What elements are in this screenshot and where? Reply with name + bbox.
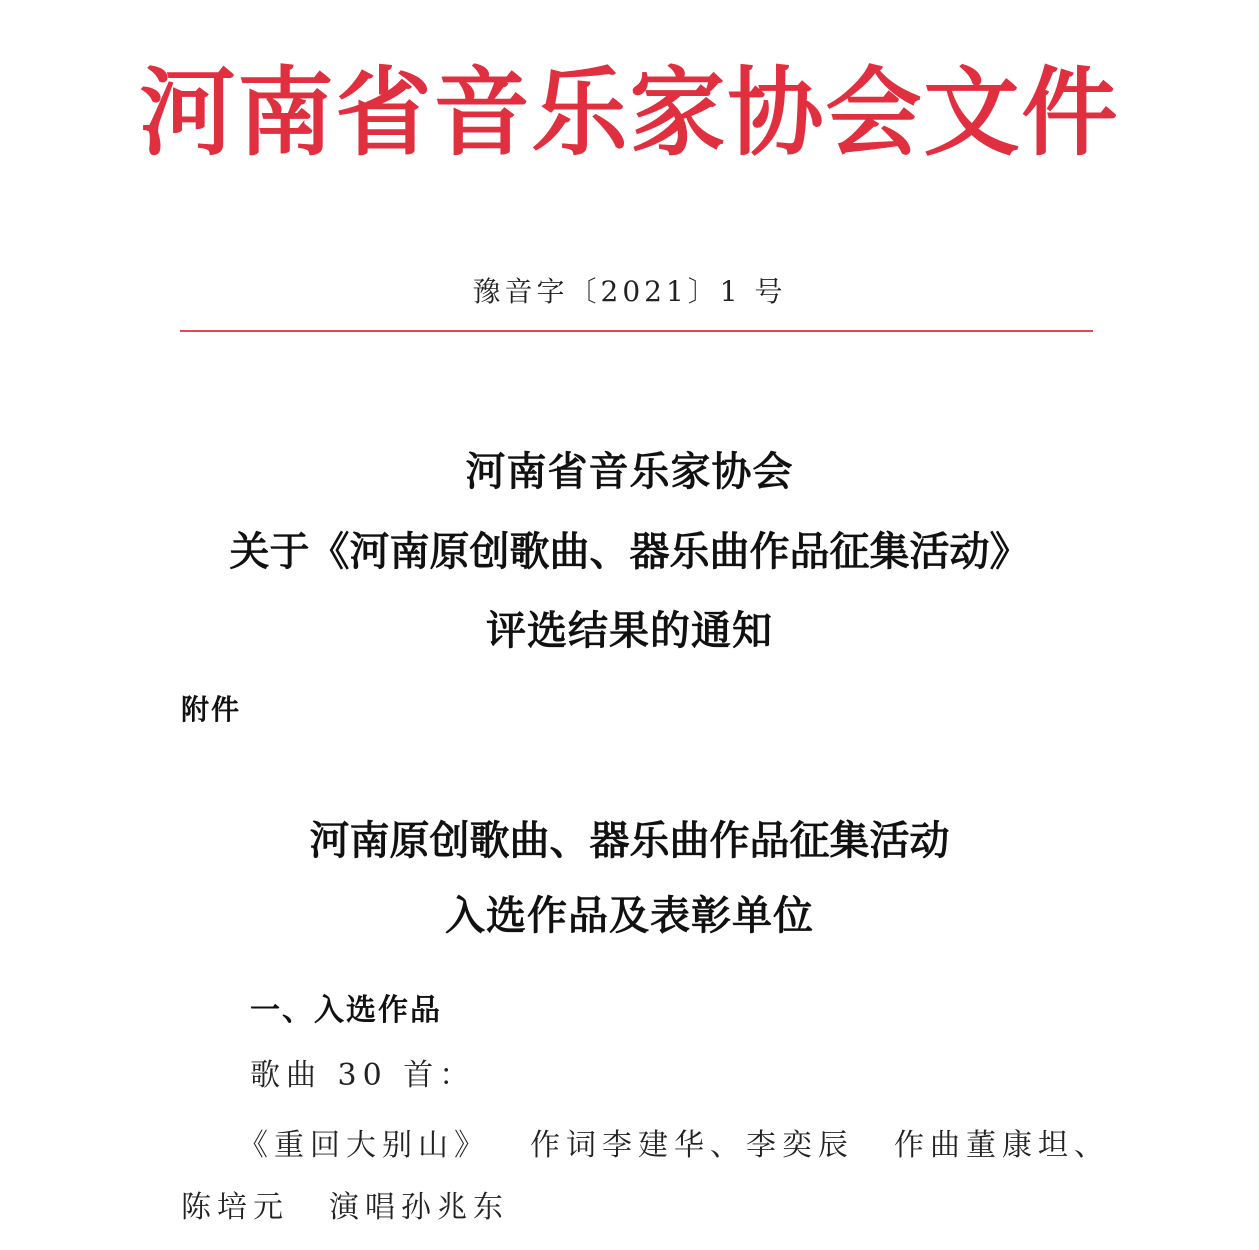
red-divider-line [180,330,1093,332]
section-heading-selected-works: 一、入选作品 [250,993,442,1028]
document-number: 豫音字〔2021〕1 号 [472,275,787,308]
entry-composer-part-2: 陈培元 [181,1190,289,1225]
attachment-title-line-2: 入选作品及表彰单位 [445,892,814,939]
notice-title-line-3: 评选结果的通知 [486,607,773,654]
entry-line-2 [181,1187,509,1229]
org-header-title: 河南省音乐家协会文件 [139,57,1120,169]
attachment-title-line-1: 河南原创歌曲、器乐曲作品征集活动 [309,817,950,864]
notice-title-line-1: 河南省音乐家协会 [465,448,794,495]
entry-singer: 演唱孙兆东 [329,1190,509,1225]
notice-title-line-2: 关于《河南原创歌曲、器乐曲作品征集活动》 [229,528,1030,575]
entry-composer-part-1: 作曲董康坦、 [894,1128,1110,1163]
attachment-label: 附件 [181,693,242,726]
entry-work-title: 《重回大别山》 [238,1128,490,1163]
entry-line-1 [238,1125,1110,1167]
entry-lyricist: 作词李建华、李奕辰 [530,1128,854,1163]
songs-count-line: 歌曲 30 首： [250,1058,476,1093]
